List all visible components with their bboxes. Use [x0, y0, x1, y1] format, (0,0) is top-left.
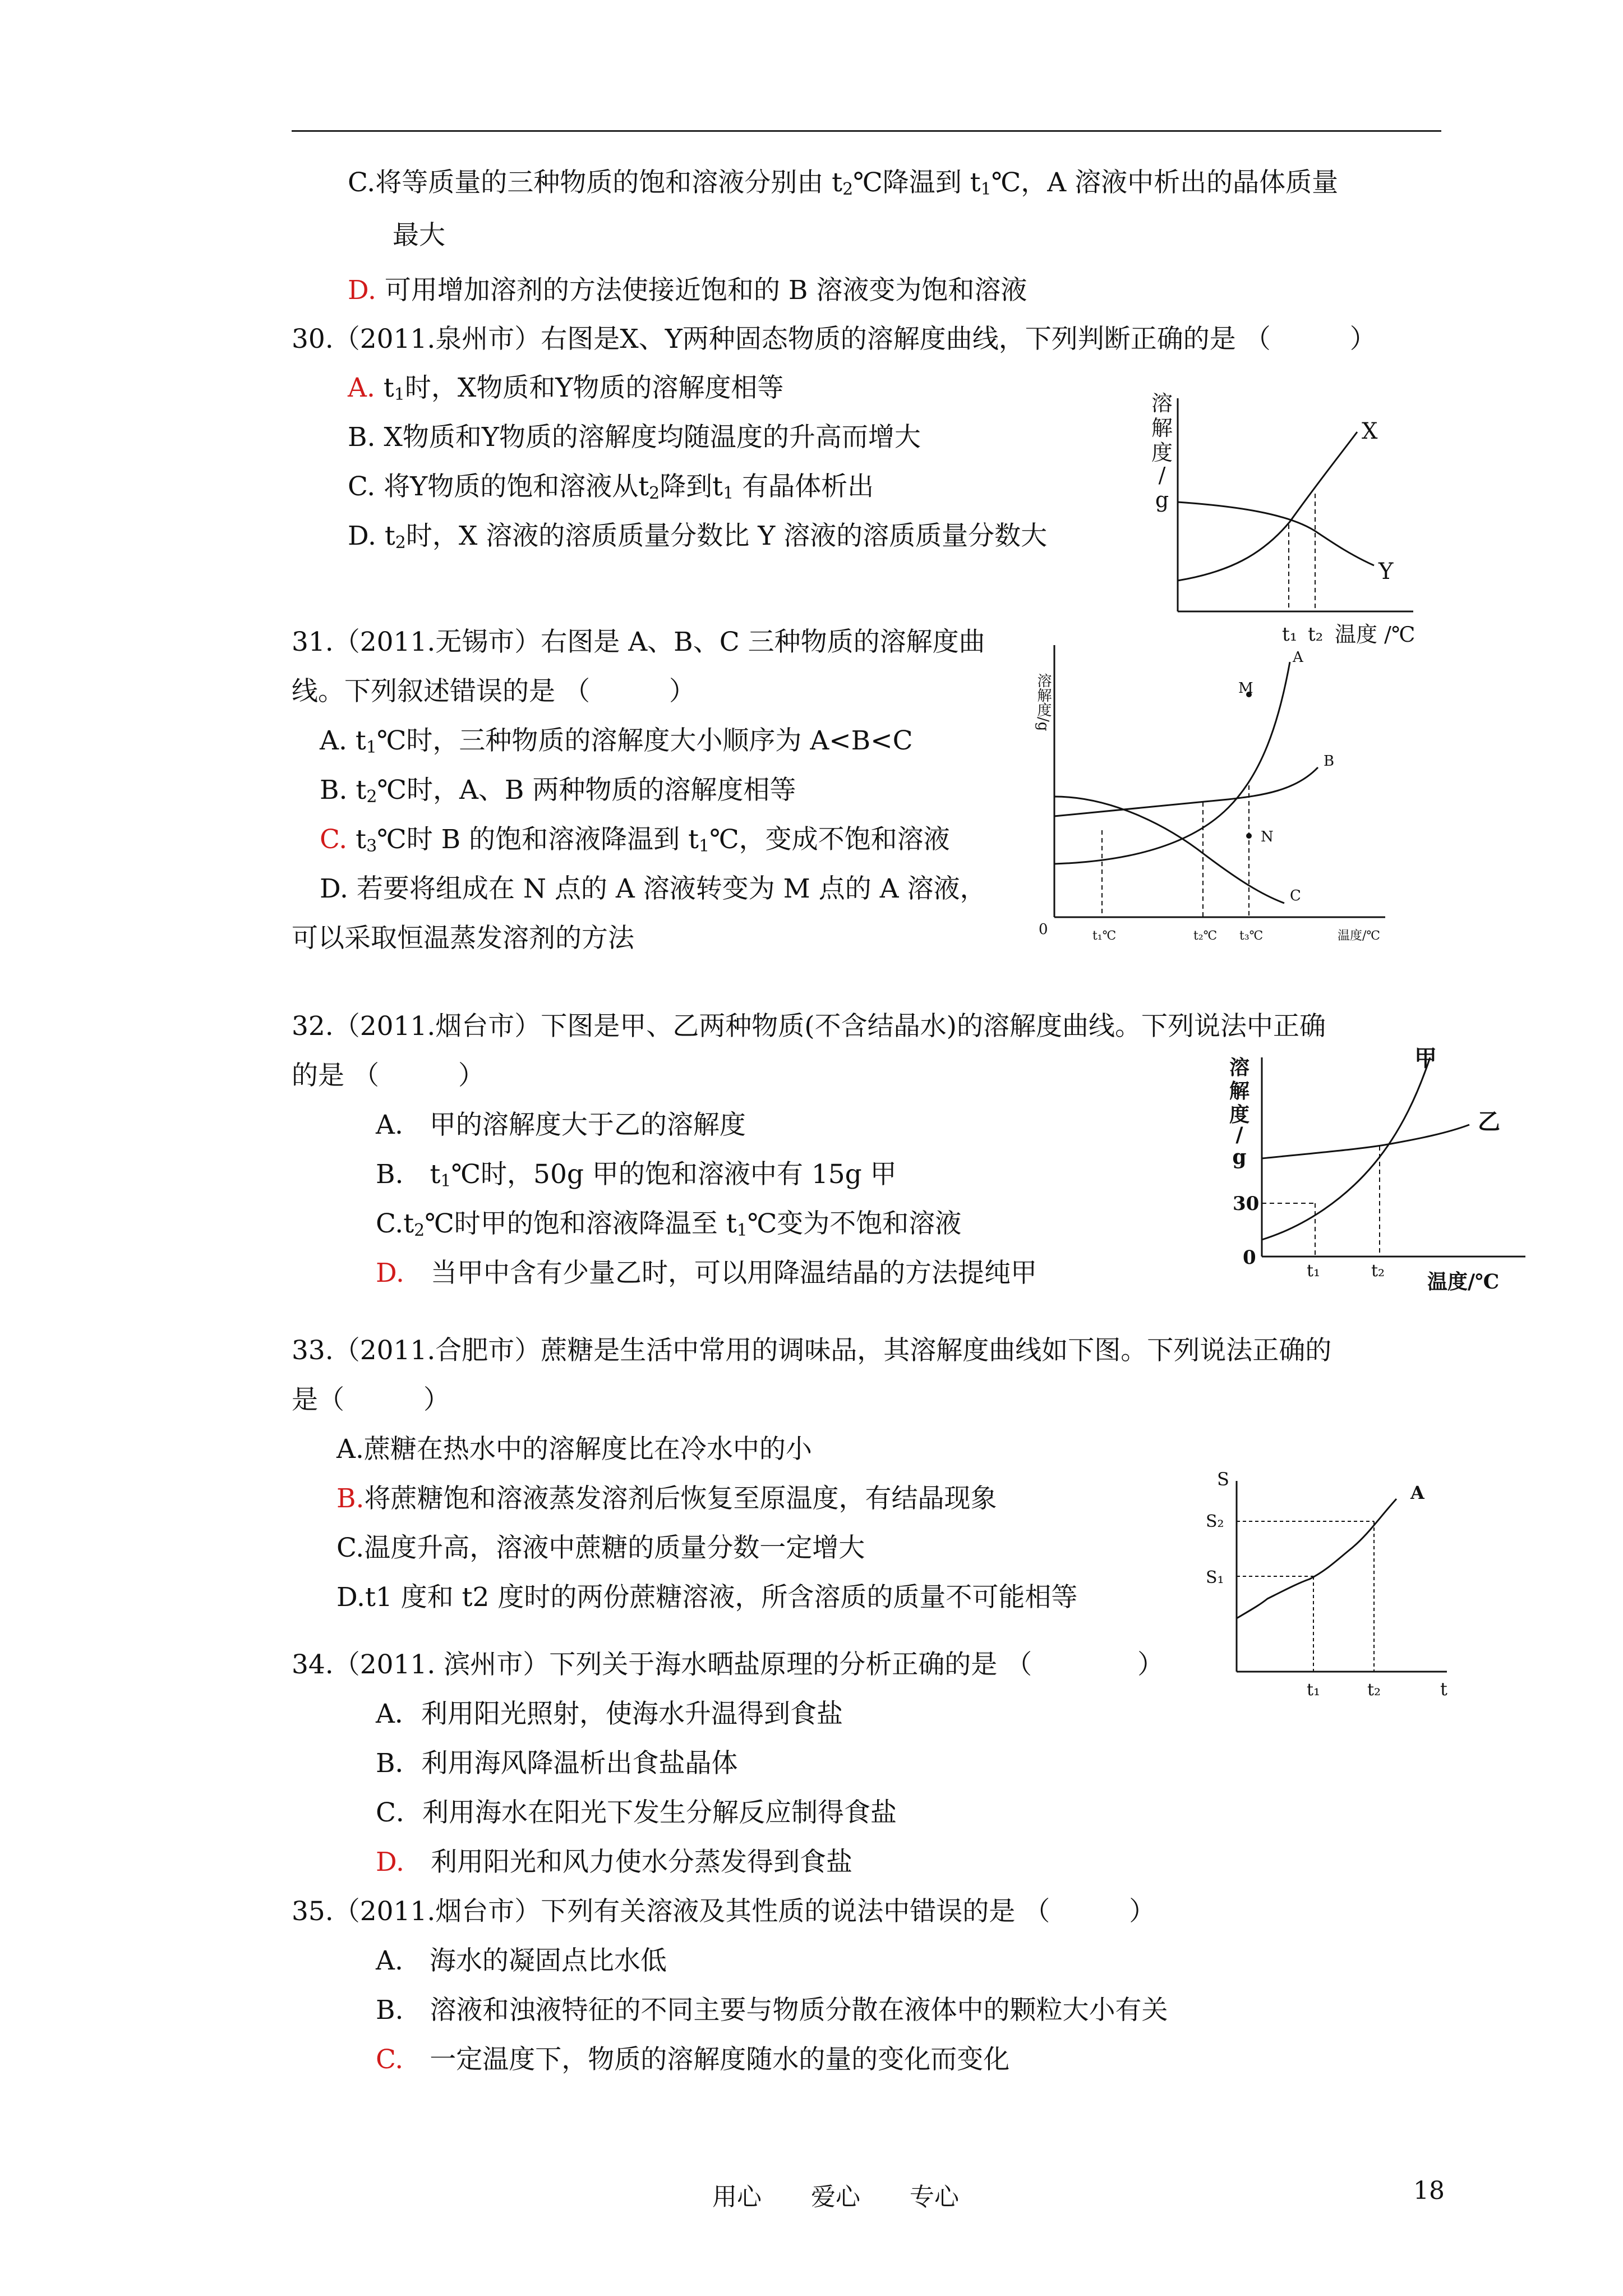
- value-label: 30: [1233, 1193, 1260, 1215]
- q33-stem-line2: 是（ ）: [292, 1384, 450, 1415]
- point-n: [1246, 833, 1252, 839]
- q33-stem-line1: 33.（2011.合肥市）蔗糖是生活中常用的调味品，其溶解度曲线如下图。下列说法正确的: [292, 1335, 1332, 1366]
- header-rule: [292, 130, 1441, 132]
- series-label-yi: 乙: [1478, 1108, 1500, 1135]
- q33-option-c: C.温度升高，溶液中蔗糖的质量分数一定增大: [336, 1533, 865, 1563]
- y-axis-label-char: 解: [1229, 1079, 1250, 1103]
- q35-option-a: A. 海水的凝固点比水低: [376, 1945, 667, 1976]
- tick-t2: t₂: [1308, 623, 1324, 646]
- series-label-b: B: [1324, 753, 1335, 770]
- tick-t1: t₁: [1307, 1680, 1321, 1700]
- q32-stem-line1: 32.（2011.烟台市）下图是甲、乙两种物质(不含结晶水)的溶解度曲线。下列说法中正确: [292, 1011, 1326, 1042]
- series-label-y: Y: [1378, 559, 1394, 585]
- q30-option-d: D. $t_2$时，X 溶液的溶质质量分数比 Y 溶液的溶质质量分数大: [348, 521, 1048, 553]
- q34-option-a: A．利用阳光照射，使海水升温得到食盐: [376, 1699, 843, 1729]
- y-axis-label-char: 溶: [1229, 1056, 1250, 1079]
- s1-label: S₁: [1206, 1568, 1224, 1588]
- x-axis-label: 温度/℃: [1427, 1270, 1500, 1294]
- q31-stem-line1: 31.（2011.无锡市）右图是 A、B、C 三种物质的溶解度曲: [292, 627, 985, 657]
- curve-jia: [1262, 1057, 1430, 1240]
- answer-mark: A.: [348, 372, 375, 403]
- q30-option-b: B. X物质和Y物质的溶解度均随温度的升高而增大: [348, 422, 921, 453]
- q34-stem: 34.（2011. 滨州市）下列关于海水晒盐原理的分析正确的是 （ ）: [292, 1649, 1164, 1680]
- q31-option-b: B. $t_2℃$时，A、B 两种物质的溶解度相等: [320, 775, 796, 807]
- y-axis-label-char: 度: [1229, 1103, 1250, 1126]
- y-axis-label-char: 度: [1151, 440, 1173, 465]
- q35-option-b: B. 溶液和浊液特征的不同主要与物质分散在液体中的颗粒大小有关: [376, 1995, 1168, 2026]
- series-label-c: C: [1290, 887, 1301, 904]
- q32-solubility-figure: [1223, 1045, 1537, 1299]
- q32-option-a: A. 甲的溶解度大于乙的溶解度: [376, 1110, 746, 1140]
- x-axis-label: 温度/℃: [1338, 929, 1381, 943]
- q32-option-b: B. $t_1℃$时，50g 甲的饱和溶液中有 15g 甲: [376, 1159, 897, 1191]
- y-axis-label-char: 溶: [1151, 391, 1173, 416]
- curve-x: [1178, 432, 1357, 581]
- x-axis-label: 温度 /℃: [1335, 622, 1415, 647]
- q33-option-a: A.蔗糖在热水中的溶解度比在冷水中的小: [336, 1434, 812, 1465]
- q31-option-d: D. 若要将组成在 N 点的 A 溶液转变为 M 点的 A 溶液，: [320, 873, 986, 904]
- answer-mark: B.: [336, 1483, 365, 1514]
- y-axis-label-char: /: [1235, 1123, 1243, 1147]
- q30-stem: 30.（2011.泉州市）右图是X、Y两种固态物质的溶解度曲线，下列判断正确的是 （ ）: [292, 324, 1376, 355]
- curve-a: [1054, 662, 1290, 864]
- q33-option-d: D.t1 度和 t2 度时的两份蔗糖溶液，所含溶质的质量不可能相等: [336, 1582, 1078, 1613]
- q31-solubility-figure: [1026, 639, 1396, 954]
- q30-solubility-figure: [1150, 387, 1419, 656]
- y-axis-label: S: [1217, 1469, 1229, 1490]
- tick-t2: t₂℃: [1193, 929, 1218, 943]
- page-number: 18: [1413, 2177, 1445, 2205]
- q32-option-d: D. 当甲中含有少量乙时，可以用降温结晶的方法提纯甲: [376, 1258, 1037, 1289]
- q31-option-d-cont: 可以采取恒温蒸发溶剂的方法: [292, 923, 634, 954]
- answer-mark: D.: [348, 275, 376, 306]
- y-axis-label: 溶解度/g: [1035, 673, 1052, 731]
- curve-b: [1054, 767, 1318, 816]
- q31-stem-line2: 线。下列叙述错误的是 （ ）: [292, 676, 695, 707]
- q35-option-c: C. 一定温度下，物质的溶解度随水的量的变化而变化: [376, 2044, 1010, 2075]
- tick-t1: t₁: [1307, 1261, 1321, 1281]
- q29-option-d: D. 可用增加溶剂的方法使接近饱和的 B 溶液变为饱和溶液: [348, 275, 1027, 306]
- point-label-m: M: [1238, 680, 1253, 697]
- curve-yi: [1262, 1125, 1469, 1158]
- series-label-jia: 甲: [1414, 1045, 1437, 1071]
- series-label-a: A: [1410, 1482, 1424, 1503]
- q30-option-c: C. 将Y物质的饱和溶液从$t_2$降到$t_1$ 有晶体析出: [348, 471, 874, 503]
- y-axis-label-char: g: [1232, 1145, 1247, 1169]
- q31-option-c: C. $t_3℃$时 B 的饱和溶液降温到 $t_1℃$，变成不饱和溶液: [320, 824, 950, 856]
- q29-option-c: C.将等质量的三种物质的饱和溶液分别由 $t_2℃$降温到 $t_1℃$，A 溶液中析出的晶体质量: [348, 167, 1339, 199]
- q32-option-c: $C.t_2℃$时甲的饱和溶液降温至 $t_1℃$变为不饱和溶液: [376, 1208, 962, 1240]
- tick-t2: t₂: [1371, 1261, 1385, 1281]
- curve-a: [1237, 1499, 1396, 1618]
- q34-option-b: B．利用海风降温析出食盐晶体: [376, 1748, 738, 1779]
- curve-y: [1178, 502, 1374, 565]
- q34-option-c: C．利用海水在阳光下发生分解反应制得食盐: [376, 1797, 897, 1828]
- y-axis-label-char: 解: [1151, 416, 1173, 440]
- q30-option-a: A. $t_1$时，X物质和Y物质的溶解度相等: [348, 372, 784, 404]
- series-label-x: X: [1362, 418, 1378, 444]
- answer-mark: C.: [376, 2044, 404, 2075]
- tick-t2: t₂: [1367, 1680, 1381, 1700]
- q29-option-c-cont: 最大: [393, 220, 445, 251]
- tick-t3: t₃℃: [1239, 929, 1264, 943]
- y-axis-label-char: g: [1155, 487, 1169, 512]
- footer-motto: 用心 爱心 专心: [712, 2183, 959, 2211]
- q34-option-d: D. 利用阳光和风力使水分蒸发得到食盐: [376, 1847, 852, 1878]
- series-label-a: A: [1293, 649, 1303, 666]
- answer-mark: D.: [376, 1847, 404, 1878]
- origin-label: 0: [1039, 921, 1048, 938]
- s2-label: S₂: [1206, 1512, 1224, 1531]
- q35-stem: 35.（2011.烟台市）下列有关溶液及其性质的说法中错误的是 （ ）: [292, 1896, 1156, 1927]
- q33-option-b: B.将蔗糖饱和溶液蒸发溶剂后恢复至原温度，有结晶现象: [336, 1483, 997, 1514]
- y-axis-label-char: /: [1158, 463, 1166, 487]
- tick-t1: t₁: [1282, 623, 1298, 646]
- q32-stem-line2: 的是 （ ）: [292, 1060, 485, 1091]
- point-label-n: N: [1261, 829, 1274, 845]
- x-axis-label: t: [1440, 1678, 1447, 1700]
- answer-mark: D.: [376, 1258, 404, 1289]
- tick-t1: t₁℃: [1092, 929, 1117, 943]
- answer-mark: C.: [320, 824, 348, 855]
- q33-solubility-figure: [1206, 1458, 1458, 1700]
- q31-option-a: A. $t_1℃$时，三种物质的溶解度大小顺序为 A<B<C: [320, 725, 913, 757]
- origin-label: 0: [1243, 1246, 1256, 1269]
